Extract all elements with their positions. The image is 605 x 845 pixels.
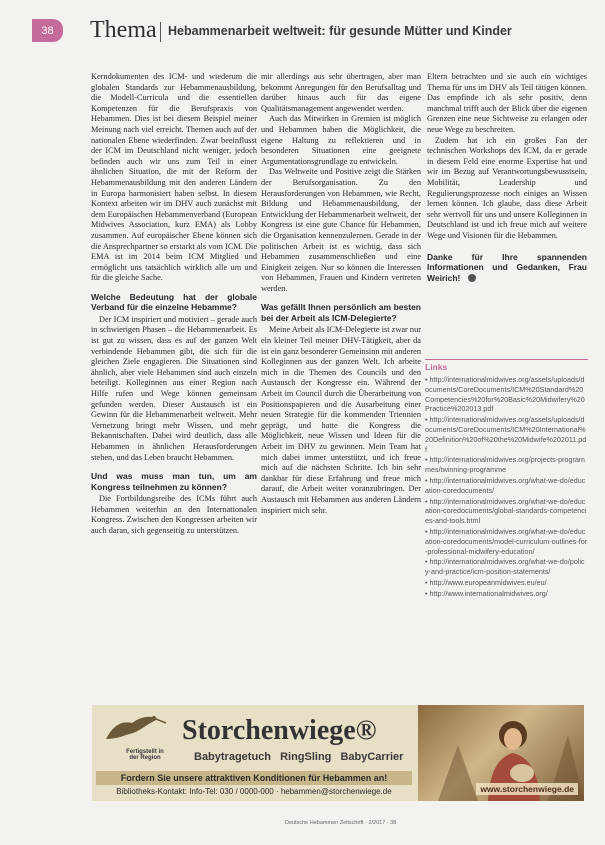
page-title: Hebammenarbeit weltweit: für gesunde Mütter und Kinder [168, 24, 512, 38]
ad-products: Babytragetuch RingSling BabyCarrier [194, 751, 404, 763]
column-3 [427, 72, 587, 283]
links-box [425, 359, 588, 600]
paragraph: Der ICM inspiriert und motiviert – gerade auch in schwierigen Phasen – die Hebammenarbeit. Es ist gut zu wissen, dass es auf der ganzen Welt verbindende Hebammen gibt, die sich für die gleichen Ziele engagieren. Die Situationen sind ähnlich, aber viele Hebammen sind auch einzeln beteiligt. Kolleginnen aus einer Region nach Hilfe rufen und Wege können gemeinsam gefunden werden. Dieser Austausch ist ein Gewinn für die Hebammenarbeit weltweit. Mehr Vernetzung bringt mehr Wissen, und mehr Bekanntschaften. Dabei wird deutlich, dass alle Hebammen in ähnlichen Herausforderungen stehen, und das Leben braucht Hebammen. [91, 314, 257, 462]
ad-photo [418, 705, 584, 801]
column-1 [91, 72, 257, 537]
ad-contact: Bibliotheks-Kontakt: Info-Tel: 030 / 0000-000 · hebammen@storchenwiege.de [116, 787, 392, 796]
closing-thanks-text: Danke für Ihre spannenden Informationen und Gedanken, Frau Weirich! [427, 251, 587, 283]
link-item[interactable]: • http://www.europeanmidwives.eu/eu/ [425, 578, 588, 588]
page-number: 38 [32, 19, 63, 42]
region-badge: Fertigstellt in der Region [126, 749, 164, 761]
ad-offer: Fordern Sie unsere attraktiven Konditionen für Hebammen an! [96, 771, 412, 785]
link-item[interactable]: • http://internationalmidwives.org/projects-programmes/twinning-programme [425, 455, 588, 475]
question-heading: Und was muss man tun, um am Kongress teilnehmen zu können? [91, 471, 257, 492]
paragraph: mir allerdings aus sehr übertragen, aber man bekommt Anregungen für den Berufsalltag und darüber hinaus auch für das eigene Qualitätsmanagement angewendet werden. [261, 72, 421, 113]
paragraph: Eltern betrachten und sie auch ein wichtiges Thema für uns im DHV als Teil tätigen können. Das empfinde ich als sehr positiv, denn manchmal trifft auch der Blick über die eigenen Grenzen eine neue Sichtweise zu erlangen oder neue Wege zu beschreiten. [427, 72, 587, 134]
link-item[interactable]: • http://internationalmidwives.org/assets/uploads/documents/CoreDocuments/ICM%20International%20Definition%20of%20the%20Midwife%202011.pdf [425, 415, 588, 454]
end-mark-icon [468, 274, 476, 282]
links-list [425, 375, 588, 599]
paragraph: Das Weltweite und Positive zeigt die Stärken der Berufsorganisation. Zu den Herausforderungen von Hebammen, wie Recht, Bildung und Hebammenausbildung, der Entwicklung der Hebammenarbeit weltweit, der Kongress ist eine gute Chance für Hebammen, die Organisation kennenzulernen. Gerade in der politischen Arbeit ist es wichtig, dass sich Hebammen zusammenschließen und eine Einigkeit zeigen. Nur so können die Interessen von Hebammen, Frauen und Kindern vertreten werden. [261, 167, 421, 293]
link-item[interactable]: • http://internationalmidwives.org/assets/uploads/documents/CoreDocuments/ICM%20Standard%20Competencies%20for%20Basic%20Midwifery%20Practice%202013.pdf [425, 375, 588, 414]
advertisement [92, 705, 584, 801]
section-label: Thema [90, 17, 157, 43]
header-divider [160, 22, 161, 42]
link-item[interactable]: • http://www.internationalmidwives.org/ [425, 589, 588, 599]
footer: Deutsche Hebammen Zeitschrift · 2/2017 · 38 [285, 820, 397, 826]
link-item[interactable]: • http://internationalmidwives.org/what-we-do/education-coredocuments/ [425, 476, 588, 496]
paragraph: Die Fortbildungsreihe des ICMs führt auch Hebammen weiterhin an den Internationalen Kongress. Zwischen den Kongressen arbeiten wir auch daran, sich gegenseitig zu unterstützen. [91, 494, 257, 535]
ad-url[interactable]: www.storchenwiege.de [476, 783, 578, 795]
paragraph: Kerndokumenten des ICM- und wiederum die globalen Standards zur Hebammenausbildung, die Modell-Curricula und die essentiellen Kompetenzen für die Berufspraxis von Hebammen. Dies ist bei diesem Beispiel meiner Meinung nach viel erreicht. Themen auch auf der nationalen Ebene wiederfinden. Zwar beeinflusst der ICM im Deutschland nicht weniger, jedoch befinden auch wir uns zum Teil in einer ähnlichen Situation, die mit der Reform der Hebammenausbildung mit den anderen Ländern in Europa harmonisiert haben selbst. In diesem Kontext arbeiten wir im DHV auch zunächst mit dem Europäischen Hebammenverband (European Midwives Association, kurz EMA) als Lobby zusammen. Auf europäischer Ebene können sich die Ansprechpartner so erstarkt als vom ICM. Die EMA ist im 2014 beim ICM Mitglied und ermöglicht uns tatsächlich wirklich alle um und für die gleiche Sache. [91, 72, 257, 283]
paragraph: Meine Arbeit als ICM-Delegierte ist zwar nur ein kleiner Teil meiner DHV-Tätigkeit, aber da ist ein ganz besonderer Gemeinsinn mit anderen Kolleginnen aus der ganzen Welt. Ich arbeite mich in die Themen des Councils und den Austausch der Kongresse ein. Während der Arbeit im Council durch die Überarbeitung von Positionspapieren und die Ausarbeitung einer neuen Strategie für die kommenden Triennien geprägt, und hatte die Kongress die Möglichkeit, neue Wissen und Ideen für die Arbeit im DHV zu gewinnen. Mein Team hat mich dabei immer unterstützt, und ich freue mich auf die nächsten Schritte. Ich bin sehr dankbar für diese Erfahrung und freue mich darauf, die Arbeit weiter voranzubringen. Der Austausch mit Hebammen aus anderen Ländern inspiriert mich sehr. [261, 325, 421, 515]
link-item[interactable]: • http://internationalmidwives.org/what-we-do/policy-and-practice/icm-position-statements/ [425, 557, 588, 577]
link-item[interactable]: • http://internationalmidwives.org/what-we-do/education-coredocuments/global-standards-competencies-and-tools.html [425, 497, 588, 526]
ad-brand: Storchenwiege® [182, 715, 377, 746]
closing-thanks [427, 252, 587, 284]
paragraph: Auch das Mitwirken in Gremien ist möglich und Hebammen haben die Möglichkeit, die eigene Haltung zu reflektieren und in besonderen Situationen eine geeignete Argumentationsgrundlage zu entwickeln. [261, 114, 421, 166]
link-item[interactable]: • http://internationalmidwives.org/what-we-do/education-coredocuments/model-curriculum-outlines-for-professional-midwifery-education/ [425, 527, 588, 556]
column-2 [261, 72, 421, 516]
links-title: Links [425, 359, 588, 372]
question-heading: Welche Bedeutung hat der globale Verband für die einzelne Hebamme? [91, 291, 257, 313]
question-heading: Was gefällt Ihnen persönlich am besten bei der Arbeit als ICM-Delegierte? [261, 302, 421, 323]
paragraph: Zudem hat ich ein großes Fan der technischen Workshops des ICM, da er gerade in diesem Feld eine enorme Expertise hat und wir im Bezug auf Verantwortungsbewusstsein, Mobilität, Leadership und Regulierungsprozesse noch einiges an Wissen lernen können. Ich glaube, dass diese Arbeit sehr wertvoll für uns und unsere Kolleginnen in Deutschland ist und ich freue mich auf weitere Wege und Visionen für die Hebammen. [427, 135, 587, 240]
